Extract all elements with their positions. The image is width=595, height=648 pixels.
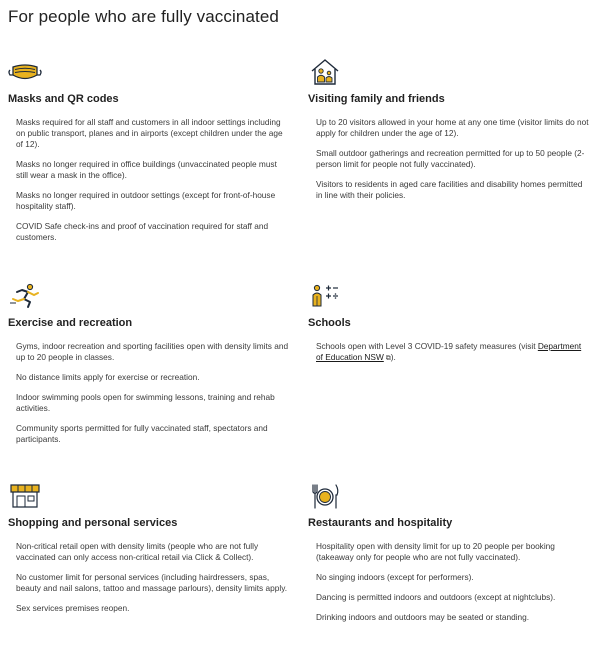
list-item: Dancing is permitted indoors and outdoors (except at nightclubs). (316, 592, 556, 602)
list-item: Drinking indoors and outdoors may be seated or standing. (316, 612, 530, 622)
list-item: Up to 20 visitors allowed in your home at any one time (visitor limits do not apply for children under the age of 12). (316, 117, 589, 138)
section-title: Restaurants and hospitality (308, 517, 453, 529)
list-item: No customer limit for personal services (including hairdressers, spas, beauty and nail salons, tattoo and massage parlours), density limits apply. (16, 572, 288, 593)
section-visiting (308, 58, 590, 210)
external-link-icon: ⧉ (385, 355, 391, 362)
face-mask-icon (8, 58, 42, 86)
section-restaurants (308, 482, 590, 632)
list-item: Hospitality open with density limit for up to 20 people per booking (takeaway only for people who are not fully vaccinated). (316, 541, 555, 562)
section-schools (308, 282, 590, 373)
list-item: Visitors to residents in aged care facilities and disability homes permitted in line with their policies. (316, 179, 583, 200)
list-item: Masks no longer required in outdoor settings (except for front-of-house hospitality staff). (16, 190, 276, 211)
section-exercise (8, 282, 290, 454)
list-item: Indoor swimming pools open for swimming lessons, training and rehab activities. (16, 392, 275, 413)
section-masks (8, 58, 290, 252)
list-item: No singing indoors (except for performers). (316, 572, 474, 582)
list-item: No distance limits apply for exercise or recreation. (16, 372, 200, 382)
list-item: COVID Safe check-ins and proof of vaccination required for staff and customers. (16, 221, 269, 242)
department-education-link[interactable]: Department of Education NSW (316, 341, 582, 362)
schools-text: Schools open with Level 3 COVID-19 safety measures (visit (316, 341, 538, 351)
shop-awning-icon (8, 482, 42, 510)
list-item: Gyms, indoor recreation and sporting facilities open with density limits and up to 20 people in classes. (16, 341, 289, 362)
list-item: Sex services premises reopen. (16, 603, 130, 613)
page-title: For people who are fully vaccinated (8, 7, 279, 26)
list-item: Non-critical retail open with density limits (people who are not fully vaccinated can only access non-critical retail via Click & Collect). (16, 541, 259, 562)
teacher-board-icon (308, 282, 342, 310)
section-title: Schools (308, 317, 351, 329)
family-house-icon (308, 58, 342, 86)
list-item: Masks no longer required in office buildings (unvaccinated people must still wear a mask in the office). (16, 159, 277, 180)
runner-icon (8, 282, 42, 310)
list-item: Community sports permitted for fully vaccinated staff, spectators and participants. (16, 423, 268, 444)
section-shopping (8, 482, 290, 623)
list-item: Masks required for all staff and customers in all indoor settings including on public transport, planes and in airports (except children under the age of 12). (16, 117, 283, 149)
section-title: Visiting family and friends (308, 93, 445, 105)
section-title: Exercise and recreation (8, 317, 133, 329)
list-item (316, 341, 590, 364)
schools-text-end: ). (390, 352, 396, 362)
section-title: Shopping and personal services (8, 517, 178, 529)
plate-cutlery-icon (308, 482, 342, 510)
list-item: Small outdoor gatherings and recreation permitted for up to 50 people (2-person limit for people not fully vaccinated). (316, 148, 585, 169)
section-title: Masks and QR codes (8, 93, 119, 105)
